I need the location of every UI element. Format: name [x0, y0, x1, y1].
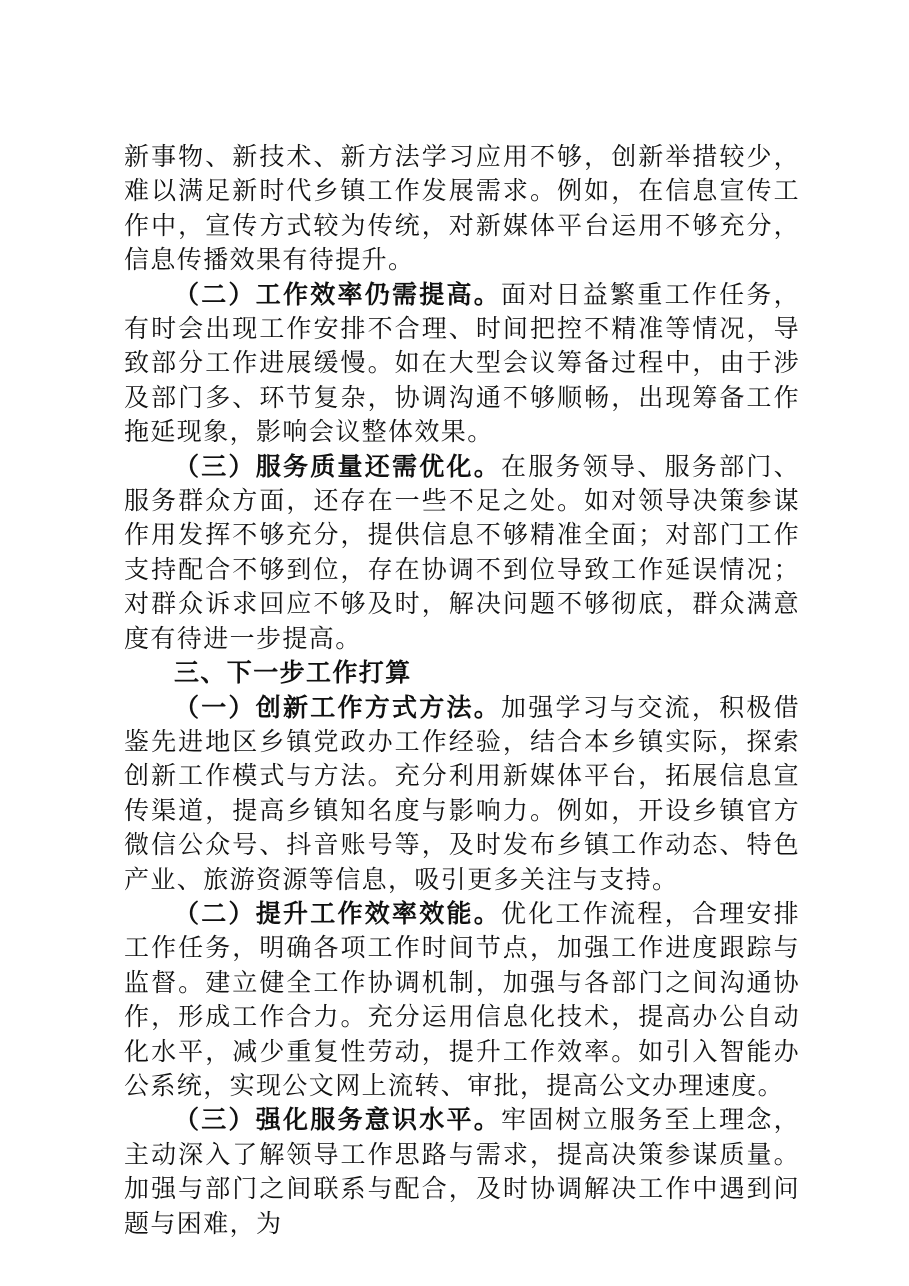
- paragraph-problem-2: [124, 278, 800, 450]
- document-body: [124, 140, 800, 1241]
- paragraph-continued-text: 新事物、新技术、新方法学习应用不够，创新举措较少，难以满足新时代乡镇工作发展需求。例如，在信息宣传工作中，宣传方式较为传统，对新媒体平台运用不够充分，信息传播效果有待提升。: [124, 142, 800, 275]
- paragraph-problem-2-lead: （二）工作效率仍需提高。: [174, 279, 502, 309]
- paragraph-plan-2: [124, 897, 800, 1103]
- paragraph-continued: [124, 140, 800, 278]
- paragraph-problem-3-lead: （三）服务质量还需优化。: [174, 451, 502, 481]
- paragraph-plan-2-lead: （二）提升工作效率效能。: [174, 898, 502, 928]
- paragraph-plan-1-body: 加强学习与交流，积极借鉴先进地区乡镇党政办工作经验，结合本乡镇实际，探索创新工作模式与方法。充分利用新媒体平台，拓展信息宣传渠道，提高乡镇知名度与影响力。例如，开设乡镇官方微信公众号、抖音账号等，及时发布乡镇工作动态、特色产业、旅游资源等信息，吸引更多关注与支持。: [124, 692, 800, 894]
- paragraph-problem-2-body: 面对日益繁重工作任务，有时会出现工作安排不合理、时间把控不精准等情况，导致部分工作进展缓慢。如在大型会议筹备过程中，由于涉及部门多、环节复杂，协调沟通不够顺畅，出现筹备工作拖延现象，影响会议整体效果。: [124, 279, 800, 447]
- section-3-heading: 三、下一步工作打算: [174, 658, 412, 688]
- paragraph-plan-3: [124, 1103, 800, 1241]
- paragraph-plan-3-lead: （三）强化服务意识水平。: [174, 1105, 502, 1135]
- paragraph-plan-1: [124, 691, 800, 897]
- paragraph-plan-2-body: 优化工作流程，合理安排工作任务，明确各项工作时间节点，加强工作进度跟踪与监督。建立健全工作协调机制，加强与各部门之间沟通协作，形成工作合力。充分运用信息化技术，提高办公自动化水平，减少重复性劳动，提升工作效率。如引入智能办公系统，实现公文网上流转、审批，提高公文办理速度。: [124, 898, 800, 1100]
- paragraph-plan-3-body: 牢固树立服务至上理念，主动深入了解领导工作思路与需求，提高决策参谋质量。加强与部门之间联系与配合，及时协调解决工作中遇到问题与困难，为: [124, 1105, 800, 1238]
- paragraph-problem-3-body: 在服务领导、服务部门、服务群众方面，还存在一些不足之处。如对领导决策参谋作用发挥不够充分，提供信息不够精准全面；对部门工作支持配合不够到位，存在协调不到位导致工作延误情况；对群众诉求回应不够及时，解决问题不够彻底，群众满意度有待进一步提高。: [124, 451, 800, 653]
- paragraph-plan-1-lead: （一）创新工作方式方法。: [174, 692, 502, 722]
- paragraph-problem-3: [124, 450, 800, 656]
